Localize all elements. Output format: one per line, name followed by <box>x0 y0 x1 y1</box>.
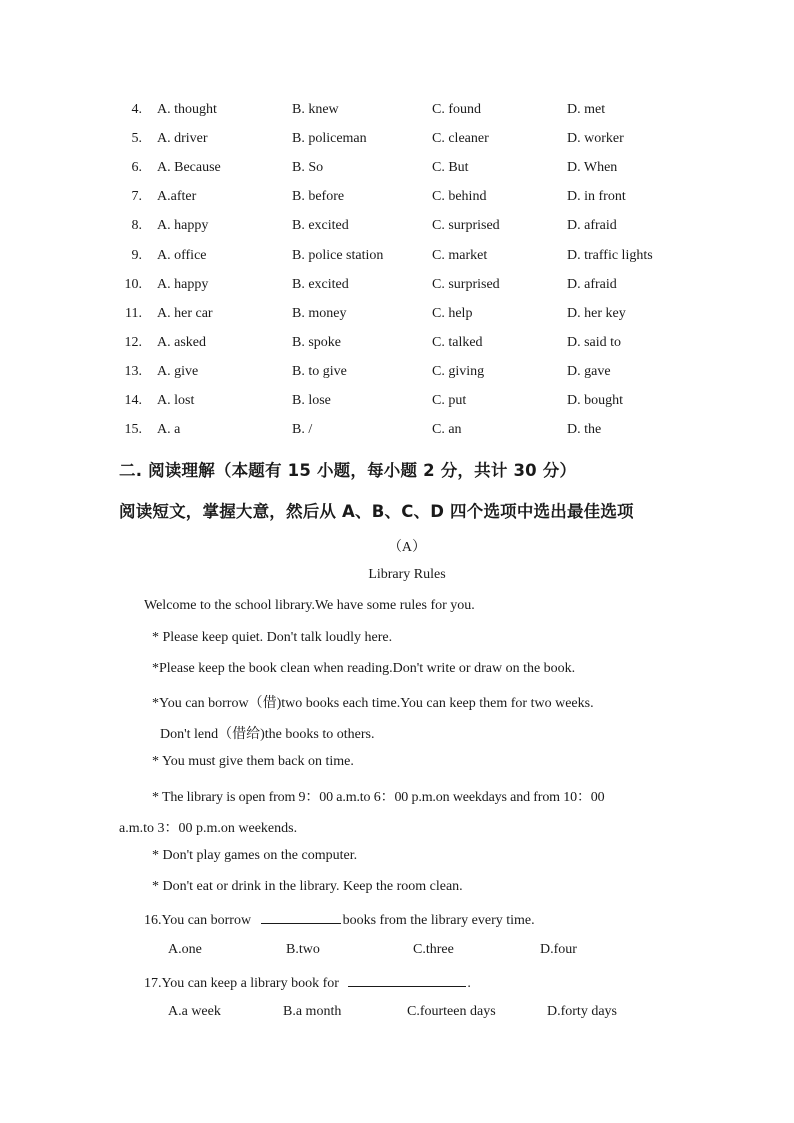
question-16 <box>144 910 535 929</box>
rule-no-games: * Don't play games on the computer. <box>152 848 358 863</box>
section-title: 二. 阅读理解（本题有 15 小题，每小题 2 分，共计 30 分） <box>119 461 577 480</box>
option-row <box>0 189 794 211</box>
option-b[interactable]: B. policeman <box>292 131 367 147</box>
q16-option-b[interactable]: B.two <box>286 942 320 957</box>
option-row <box>0 306 794 328</box>
option-d[interactable]: D. met <box>567 102 606 117</box>
option-d[interactable]: D. the <box>567 422 602 438</box>
question-number: 11. <box>125 305 142 321</box>
option-b[interactable]: B. knew <box>292 102 339 117</box>
rule-hours-cont: a.m.to 3：00 p.m.on weekends. <box>119 821 298 836</box>
option-a[interactable]: A. asked <box>157 334 206 350</box>
option-c[interactable]: C. behind <box>432 189 487 205</box>
q17-option-a[interactable]: A.a week <box>168 1004 221 1019</box>
option-c[interactable]: C. But <box>432 160 469 176</box>
passage-intro: Welcome to the school library.We have some rules for you. <box>144 598 475 613</box>
q17-option-b[interactable]: B.a month <box>283 1004 342 1019</box>
option-b[interactable]: B. before <box>292 189 345 205</box>
question-number: 12. <box>124 334 142 350</box>
q17-option-c[interactable]: C.fourteen days <box>407 1004 496 1019</box>
option-a[interactable]: A. lost <box>157 393 195 408</box>
question-stem: 17.You can keep a library book for <box>144 976 339 991</box>
answer-blank[interactable] <box>261 910 341 924</box>
option-a[interactable]: A. Because <box>157 160 221 176</box>
q16-option-d[interactable]: D.four <box>540 942 577 957</box>
option-c[interactable]: C. put <box>432 393 467 408</box>
option-b[interactable]: B. excited <box>292 276 349 292</box>
option-b[interactable]: B. excited <box>292 218 349 234</box>
question-number: 4. <box>131 102 142 117</box>
rule-borrow: *You can borrow（借)two books each time.You can keep them for two weeks. <box>152 696 594 711</box>
option-d[interactable]: D. worker <box>567 131 624 147</box>
option-row <box>0 364 794 386</box>
option-c[interactable]: C. surprised <box>432 218 500 234</box>
option-row <box>0 102 794 124</box>
option-b[interactable]: B. / <box>292 422 313 438</box>
q16-option-c[interactable]: C.three <box>413 942 454 957</box>
option-row <box>0 422 794 444</box>
option-row <box>0 218 794 240</box>
rule-return: * You must give them back on time. <box>152 754 354 769</box>
option-b[interactable]: B. spoke <box>292 334 341 350</box>
option-c[interactable]: C. market <box>432 247 488 263</box>
option-a[interactable]: A. happy <box>157 218 209 234</box>
option-c[interactable]: C. found <box>432 102 481 117</box>
rule-quiet: * Please keep quiet. Don't talk loudly here. <box>152 630 393 645</box>
option-b[interactable]: B. So <box>292 160 324 176</box>
question-number: 15. <box>124 422 142 438</box>
option-a[interactable]: A. office <box>157 247 207 263</box>
option-b[interactable]: B. police station <box>292 247 384 263</box>
question-number: 14. <box>124 393 142 408</box>
question-stem-end: . <box>467 976 471 991</box>
option-d[interactable]: D. her key <box>567 305 626 321</box>
option-d[interactable]: D. traffic lights <box>567 247 653 263</box>
option-a[interactable]: A. driver <box>157 131 208 147</box>
option-b[interactable]: B. to give <box>292 363 347 379</box>
option-row <box>0 160 794 182</box>
option-d[interactable]: D. afraid <box>567 218 617 234</box>
question-stem-end: books from the library every time. <box>342 913 535 928</box>
option-row <box>0 248 794 270</box>
rule-no-food: * Don't eat or drink in the library. Keep the room clean. <box>152 879 463 894</box>
option-row <box>0 131 794 153</box>
rule-hours: * The library is open from 9：00 a.m.to 6：00 p.m.on weekdays and from 10：00 <box>152 790 605 805</box>
q16-option-a[interactable]: A.one <box>168 942 202 957</box>
question-number: 13. <box>124 363 142 379</box>
option-a[interactable]: A. happy <box>157 276 209 292</box>
option-d[interactable]: D. afraid <box>567 276 617 292</box>
rule-clean-book: *Please keep the book clean when reading.Don't write or draw on the book. <box>152 661 576 676</box>
option-row <box>0 277 794 299</box>
question-number: 7. <box>131 189 142 205</box>
option-a[interactable]: A. give <box>157 363 199 379</box>
option-row <box>0 335 794 357</box>
question-number: 9. <box>131 247 142 263</box>
option-c[interactable]: C. an <box>432 422 462 438</box>
reading-instruction: 阅读短文，掌握大意，然后从 A、B、C、D 四个选项中选出最佳选项 <box>119 502 634 521</box>
option-c[interactable]: C. help <box>432 305 473 321</box>
option-b[interactable]: B. money <box>292 305 347 321</box>
option-c[interactable]: C. talked <box>432 334 483 350</box>
question-17 <box>144 973 471 992</box>
option-a[interactable]: A. her car <box>157 305 213 321</box>
option-d[interactable]: D. When <box>567 160 618 176</box>
option-d[interactable]: D. said to <box>567 334 622 350</box>
option-a[interactable]: A. a <box>157 422 181 438</box>
option-b[interactable]: B. lose <box>292 393 331 408</box>
passage-label: （A） <box>387 540 427 555</box>
option-row <box>0 393 794 415</box>
question-number: 5. <box>131 131 142 147</box>
option-c[interactable]: C. giving <box>432 363 485 379</box>
option-d[interactable]: D. gave <box>567 363 611 379</box>
question-number: 10. <box>124 276 142 292</box>
option-a[interactable]: A. thought <box>157 102 217 117</box>
rule-lend: Don't lend（借给)the books to others. <box>160 727 375 742</box>
question-stem: 16.You can borrow <box>144 913 252 928</box>
option-c[interactable]: C. cleaner <box>432 131 489 147</box>
option-d[interactable]: D. bought <box>567 393 623 408</box>
option-d[interactable]: D. in front <box>567 189 626 205</box>
answer-blank[interactable] <box>348 973 466 987</box>
q17-option-d[interactable]: D.forty days <box>547 1004 617 1019</box>
question-number: 8. <box>131 218 142 234</box>
option-c[interactable]: C. surprised <box>432 276 500 292</box>
question-number: 6. <box>131 160 142 176</box>
option-a[interactable]: A.after <box>157 189 197 205</box>
passage-title: Library Rules <box>368 567 446 582</box>
